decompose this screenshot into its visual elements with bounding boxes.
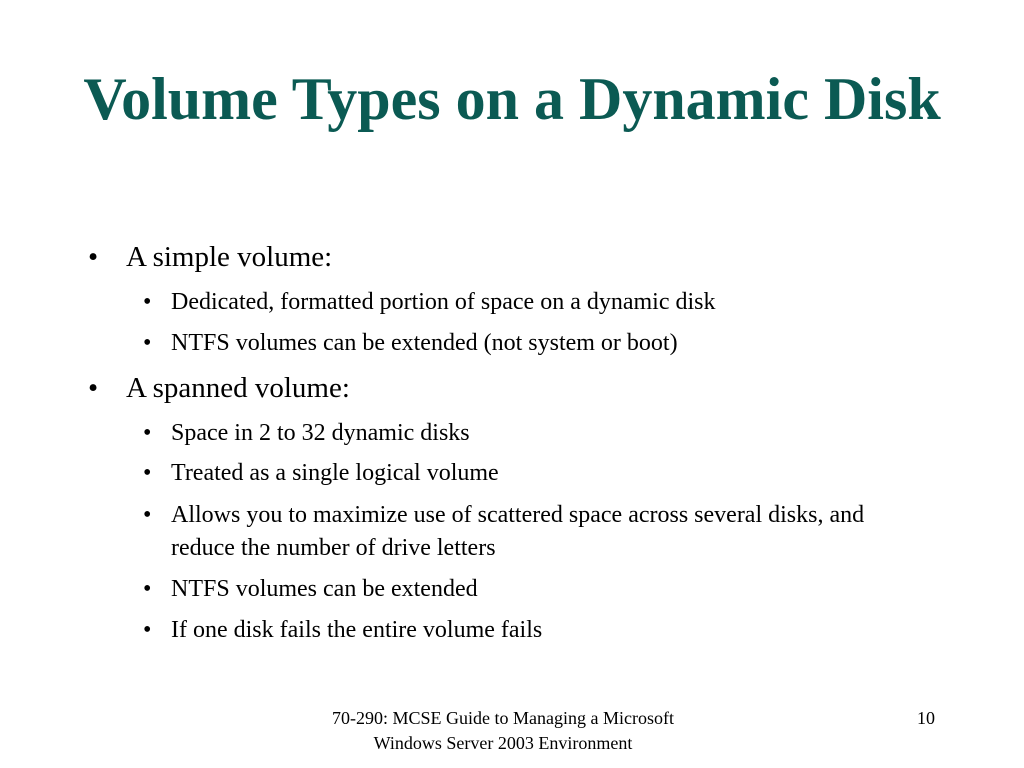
bullet-icon: • xyxy=(88,241,99,273)
page-number: 10 xyxy=(917,708,935,728)
bullet-icon: • xyxy=(143,617,152,643)
bullet-icon: • xyxy=(88,372,99,404)
footer-line: Windows Server 2003 Environment xyxy=(373,733,633,753)
bullet-text: Allows you to maximize use of scattered space across several disks, and reduce the number of drive letters xyxy=(171,502,865,561)
bullet-icon: • xyxy=(143,576,152,602)
section-heading: A spanned volume: xyxy=(126,372,350,404)
slide-title: Volume Types on a Dynamic Disk xyxy=(83,66,941,132)
bullet-icon: • xyxy=(143,420,152,446)
bullet-icon: • xyxy=(143,460,152,486)
bullet-text: NTFS volumes can be extended xyxy=(171,576,478,602)
bullet-text: Treated as a single logical volume xyxy=(171,460,499,486)
bullet-text: NTFS volumes can be extended (not system or boot) xyxy=(171,330,678,356)
bullet-icon: • xyxy=(143,502,152,528)
bullet-text: Dedicated, formatted portion of space on a dynamic disk xyxy=(171,289,716,315)
section-heading: A simple volume: xyxy=(126,241,333,273)
footer-line: 70-290: MCSE Guide to Managing a Microsoft xyxy=(332,708,674,728)
bullet-icon: • xyxy=(143,289,152,315)
footer-course-title xyxy=(250,706,756,756)
bullet-icon: • xyxy=(143,330,152,356)
bullet-text: Space in 2 to 32 dynamic disks xyxy=(171,420,470,446)
bullet-text: If one disk fails the entire volume fails xyxy=(171,617,543,643)
